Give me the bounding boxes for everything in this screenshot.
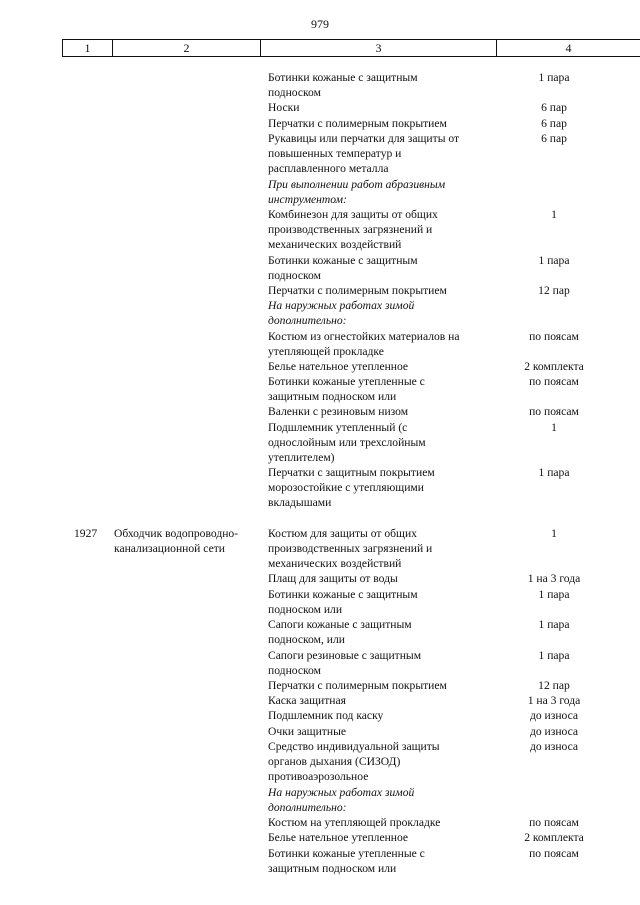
issue-norm: 6 пар — [541, 132, 567, 145]
ppe-item-line: Ботинки кожаные с защитным — [268, 71, 418, 84]
issue-norm: 1 — [551, 527, 557, 540]
ppe-item — [268, 404, 508, 419]
ppe-item-line: Перчатки с полимерным покрытием — [268, 679, 447, 692]
ppe-item-line: органов дыхания (СИЗОД) — [268, 755, 401, 769]
issue-norm: 1 на 3 года — [527, 572, 581, 585]
profession-name — [114, 526, 264, 556]
issue-norm: до износа — [529, 709, 579, 722]
ppe-item-line: Каска защитная — [268, 694, 346, 707]
ppe-item — [268, 70, 508, 100]
ppe-item-line: Костюм на утепляющей прокладке — [268, 816, 441, 829]
issue-norm: 12 пар — [538, 284, 570, 297]
issue-norm: до износа — [529, 740, 579, 753]
ppe-item-line: Плащ для защиты от воды — [268, 572, 398, 585]
ppe-item — [268, 678, 508, 693]
column-header-1: 1 — [62, 40, 112, 56]
issue-norm: по поясам — [529, 375, 579, 388]
ppe-item-line: Очки защитные — [268, 725, 347, 738]
ppe-item-line: Сапоги кожаные с защитным — [268, 618, 412, 631]
issue-norm: 2 комплекта — [524, 831, 584, 844]
ppe-item-line: Подшлемник под каску — [268, 709, 384, 722]
ppe-item — [268, 526, 508, 572]
ppe-item-line: Перчатки с защитным покрытием — [268, 466, 435, 479]
section-note — [268, 177, 508, 207]
issue-norm: по поясам — [529, 405, 579, 418]
issue-norm: 1 пара — [538, 254, 570, 267]
column-header-3: 3 — [260, 40, 496, 56]
issue-norm: до износа — [529, 725, 579, 738]
ppe-item-line: Рукавицы или перчатки для защиты от — [268, 132, 460, 145]
section-note — [268, 785, 508, 815]
issue-norm: 1 пара — [538, 649, 570, 662]
ppe-item-line: Ботинки кожаные с защитным — [268, 588, 418, 601]
ppe-item — [268, 739, 508, 785]
ppe-item — [268, 329, 508, 359]
ppe-item-line: производственных загрязнений и — [268, 223, 433, 237]
ppe-item-line: утеплителем) — [268, 451, 335, 465]
ppe-item-line: расплавленного металла — [268, 162, 389, 176]
ppe-item-line: дополнительно: — [268, 314, 347, 328]
ppe-item-line: Белье нательное утепленное — [268, 360, 409, 373]
ppe-item-line: дополнительно: — [268, 801, 347, 815]
section-note — [268, 298, 508, 328]
column-header-row — [62, 39, 640, 57]
profession-name-line: Обходчик водопроводно- — [114, 527, 239, 540]
ppe-item-line: Валенки с резиновым низом — [268, 405, 409, 418]
ppe-item-line: Ботинки кожаные утепленные с — [268, 847, 425, 860]
ppe-item-line: вкладышами — [268, 496, 332, 510]
issue-norm: по поясам — [529, 816, 579, 829]
ppe-item — [268, 283, 508, 298]
ppe-item-line: Ботинки кожаные с защитным — [268, 254, 418, 267]
ppe-item-line: подноском — [268, 269, 321, 283]
issue-norm: 12 пар — [538, 679, 570, 692]
page-number: 979 — [311, 17, 329, 31]
ppe-item — [268, 207, 508, 253]
ppe-item-line: защитным подноском или — [268, 862, 397, 876]
ppe-item-line: Перчатки с полимерным покрытием — [268, 284, 447, 297]
profession-code: 1927 — [74, 527, 98, 540]
ppe-item-line: При выполнении работ абразивным — [268, 178, 446, 191]
ppe-item-line: инструментом: — [268, 193, 347, 207]
ppe-item-line: защитным подноском или — [268, 390, 397, 404]
ppe-item-line: подноском — [268, 86, 321, 100]
ppe-item — [268, 587, 508, 617]
ppe-item-line: Белье нательное утепленное — [268, 831, 409, 844]
ppe-item-line: На наружных работах зимой — [268, 299, 415, 312]
ppe-item-line: морозостойкие с утепляющими — [268, 481, 424, 495]
column-header-2: 2 — [112, 40, 260, 56]
profession-name-line: канализационной сети — [114, 542, 225, 556]
ppe-item-line: Перчатки с полимерным покрытием — [268, 117, 447, 130]
issue-norm: 1 на 3 года — [527, 694, 581, 707]
column-header-4: 4 — [496, 40, 640, 56]
ppe-item — [268, 253, 508, 283]
ppe-item-line: Комбинезон для защиты от общих — [268, 208, 438, 221]
ppe-item-line: Костюм из огнестойких материалов на — [268, 330, 460, 343]
ppe-item-line: подноском, или — [268, 633, 345, 647]
ppe-item — [268, 830, 508, 845]
issue-norm: 1 пара — [538, 588, 570, 601]
ppe-item — [268, 846, 508, 876]
ppe-item — [268, 131, 508, 177]
ppe-item — [268, 420, 508, 466]
ppe-item — [268, 359, 508, 374]
ppe-item-line: механических воздействий — [268, 238, 402, 252]
ppe-item-line: Ботинки кожаные утепленные с — [268, 375, 425, 388]
ppe-item — [268, 465, 508, 511]
ppe-item-line: подноском — [268, 664, 321, 678]
issue-norm: 6 пар — [541, 117, 567, 130]
issue-norm: 2 комплекта — [524, 360, 584, 373]
issue-norm: 1 пара — [538, 71, 570, 84]
issue-norm: 1 пара — [538, 618, 570, 631]
issue-norm: 1 пара — [538, 466, 570, 479]
ppe-item-line: противоаэрозольное — [268, 770, 369, 784]
ppe-item-line: повышенных температур и — [268, 147, 402, 161]
ppe-item — [268, 724, 508, 739]
ppe-item — [268, 116, 508, 131]
ppe-item-line: Подшлемник утепленный (с — [268, 421, 408, 434]
issue-norm: по поясам — [529, 330, 579, 343]
ppe-item-line: механических воздействий — [268, 557, 402, 571]
ppe-item — [268, 571, 508, 586]
ppe-item-line: На наружных работах зимой — [268, 786, 415, 799]
ppe-item-line: Костюм для защиты от общих — [268, 527, 417, 540]
ppe-item-line: Носки — [268, 101, 300, 114]
ppe-item-line: однослойным или трехслойным — [268, 436, 426, 450]
ppe-item — [268, 815, 508, 830]
issue-norm: по поясам — [529, 847, 579, 860]
ppe-item — [268, 708, 508, 723]
issue-norm: 1 — [551, 421, 557, 434]
ppe-item-line: подноском или — [268, 603, 343, 617]
ppe-item — [268, 374, 508, 404]
ppe-item — [268, 693, 508, 708]
issue-norm: 1 — [551, 208, 557, 221]
ppe-item — [268, 617, 508, 647]
ppe-item-line: утепляющей прокладке — [268, 345, 384, 359]
ppe-item — [268, 100, 508, 115]
ppe-item-line: Сапоги резиновые с защитным — [268, 649, 422, 662]
issue-norm: 6 пар — [541, 101, 567, 114]
ppe-item-line: Средство индивидуальной защиты — [268, 740, 440, 753]
ppe-item — [268, 648, 508, 678]
ppe-item-line: производственных загрязнений и — [268, 542, 433, 556]
